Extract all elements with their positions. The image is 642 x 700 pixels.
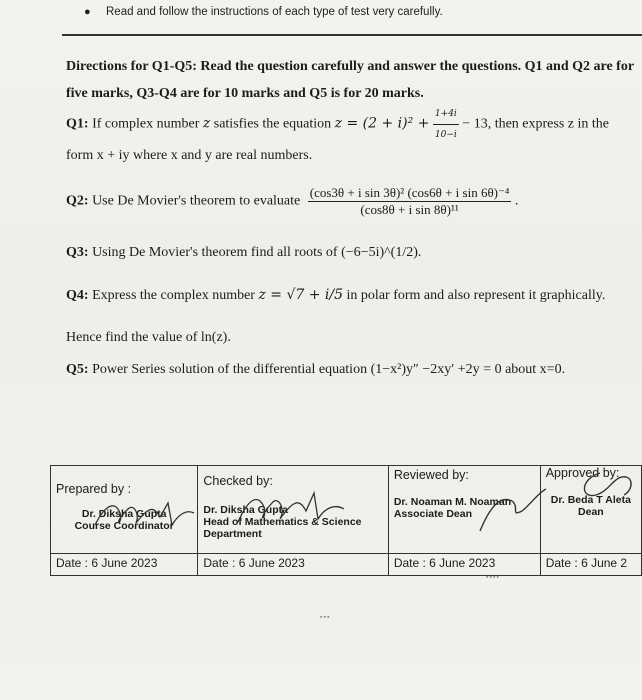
reviewed-date: Date : 6 June 2023	[388, 554, 540, 576]
checked-role: Head of Mathematics & Science Department	[203, 516, 362, 540]
reviewed-cell: Reviewed by: Dr. Noaman M. Noaman Associate Dean	[388, 466, 540, 554]
reviewed-role: Associate Dean	[393, 508, 473, 520]
question-1-line2: form x + iy where x and y are real numbers.	[66, 148, 313, 163]
question-4-line2: Hence find the value of ln(z).	[66, 330, 231, 345]
divider	[62, 34, 642, 36]
q5-label: Q5:	[66, 362, 89, 377]
prepared-cell: Prepared by : Dr. Diksha Gupta Course Coordinator	[51, 466, 198, 554]
prepared-name: Dr. Diksha Gupta	[81, 508, 167, 520]
q2-label: Q2:	[66, 193, 89, 209]
approval-table	[50, 465, 642, 585]
approved-name: Dr. Beda T Aleta	[550, 494, 631, 506]
q3-expression: (−6−5i)^(1/2)	[341, 245, 418, 260]
question-3: Q3: Using De Movier's theorem find all roots of (−6−5i)^(1/2).	[66, 245, 422, 260]
question-4: Q4: Express the complex number z = √7 + i/5 in polar form and also represent it graphically.	[66, 287, 606, 303]
faint-stamp-icon: ▪▪▪▪	[486, 574, 500, 581]
checked-date: Date : 6 June 2023	[198, 554, 388, 576]
question-1: Q1: If complex number z satisfies the equation z = (2 + i)² + $\frac{1+4i}{10-i}$ − 13, then express z in the	[66, 104, 638, 145]
checked-name: Dr. Diksha Gupta	[203, 504, 288, 516]
prepared-date: Date : 6 June 2023	[51, 554, 198, 576]
approved-cell: Approved by: Dr. Beda T Aleta Dean	[540, 466, 641, 554]
q5-expression: (1−x²)y″ −2xy′ +2y = 0	[370, 362, 502, 377]
approved-role: Dean	[578, 506, 604, 518]
reviewed-name: Dr. Noaman M. Noaman	[393, 496, 512, 508]
q2-fraction: $\frac{\text{(cos3θ + i sin 3θ)² (cos6θ + i sin 6θ)⁻⁴}}{\text{(cos8θ + i sin 8θ)¹¹}}$	[309, 185, 510, 217]
instruction-line	[84, 6, 443, 18]
q1-fraction: $\frac{1+4i}{10-i}$	[433, 104, 459, 145]
q4-label: Q4:	[66, 288, 89, 303]
approved-date: Date : 6 June 2	[540, 554, 641, 576]
instruction-text: Read and follow the instructions of each type of test very carefully.	[106, 6, 443, 18]
question-5: Q5: Power Series solution of the differential equation (1−x²)y″ −2xy′ +2y = 0 about x=0.	[66, 362, 566, 377]
q4-expression: z = √7 + i/5	[258, 287, 344, 303]
prepared-role: Course Coordinator	[74, 520, 174, 532]
bullet-icon: ●	[84, 6, 91, 18]
question-2: Q2: Use De Movier's theorem to evaluate $\frac{\text{(cos3θ + i sin 3θ)² (cos6θ + i sin 6θ)⁻⁴}}{\text{(cos8θ + i sin 8θ)¹¹}}$ .	[66, 185, 519, 217]
q1-label: Q1:	[66, 116, 89, 132]
checked-cell: Checked by: Dr. Diksha Gupta Head of Mathematics & Science Department	[198, 466, 388, 554]
faint-stamp-icon: ▪▪▪	[320, 614, 331, 621]
q3-label: Q3:	[66, 245, 89, 260]
directions-paragraph: Directions for Q1-Q5: Read the question carefully and answer the questions. Q1 and Q2 are for five marks, Q3-Q4 are for 10 marks and Q5 is for 20 marks.	[66, 59, 634, 101]
